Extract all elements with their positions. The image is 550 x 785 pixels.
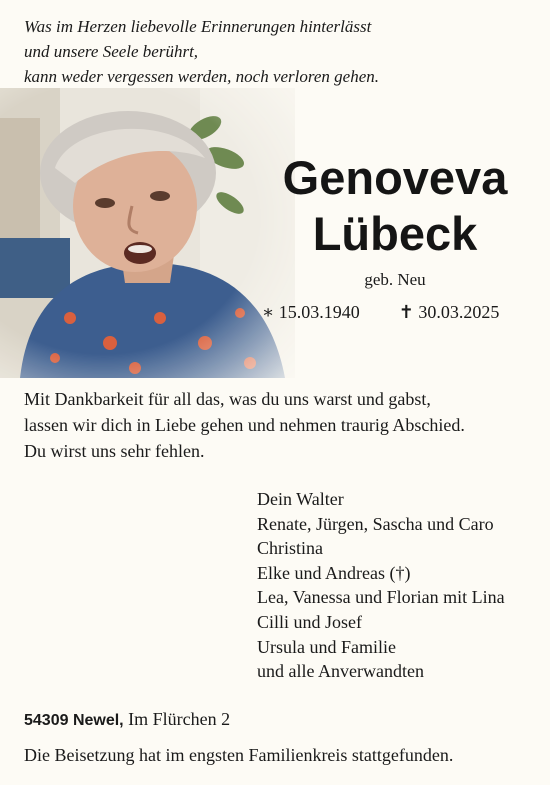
mourner: Cilli und Josef	[257, 611, 363, 632]
last-name: Lübeck	[312, 207, 478, 260]
tribute-line: Du wirst uns sehr fehlen.	[24, 441, 205, 461]
address	[24, 709, 230, 730]
death-date: 30.03.2025	[418, 302, 500, 322]
birth-star-icon: ∗	[262, 302, 275, 322]
quote-line: kann weder vergessen werden, noch verloren gehen.	[24, 67, 379, 86]
mourner: Ursula und Familie	[257, 636, 396, 657]
mourner: Dein Walter	[257, 489, 344, 509]
tribute-text	[24, 386, 465, 464]
mourner: Renate, Jürgen, Sascha und Caro	[257, 513, 494, 534]
portrait-photo	[0, 88, 295, 378]
street: Im Flürchen 2	[128, 709, 231, 729]
tribute-line: lassen wir dich in Liebe gehen und nehmen traurig Abschied.	[24, 415, 465, 435]
quote-line: und unsere Seele berührt,	[24, 42, 199, 61]
first-name: Genoveva	[282, 151, 508, 204]
mourner: Christina	[257, 538, 323, 559]
mourner: Lea, Vanessa und Florian mit Lina	[257, 587, 505, 608]
death-cross-icon: ✝	[398, 302, 414, 322]
life-dates	[262, 302, 499, 323]
mourner: und alle Anverwandten	[257, 661, 424, 682]
deceased-name	[260, 150, 530, 262]
quote-line: Was im Herzen liebevolle Erinnerungen hinterlässt	[24, 17, 372, 36]
mourner: Elke und Andreas (†)	[257, 562, 411, 583]
memorial-quote	[24, 14, 379, 89]
postal-city: 54309 Newel,	[24, 712, 124, 729]
tribute-line: Mit Dankbarkeit für all das, was du uns warst und gabst,	[24, 389, 431, 409]
burial-note: Die Beisetzung hat im engsten Familienkreis stattgefunden.	[24, 745, 454, 765]
mourners-list	[257, 487, 505, 684]
birth-date: 15.03.1940	[278, 302, 360, 322]
birth-name: geb. Neu	[364, 270, 426, 289]
